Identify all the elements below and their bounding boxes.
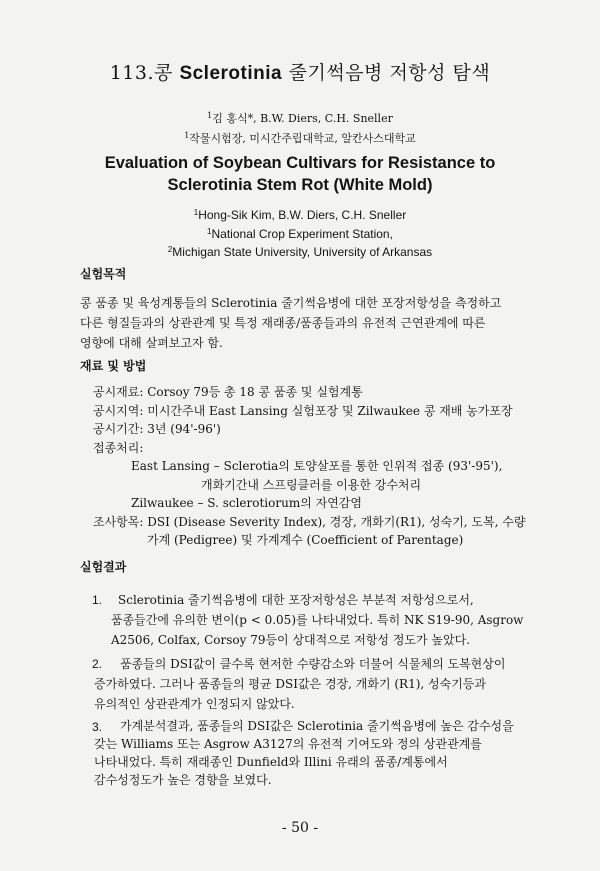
result-number: 3. bbox=[92, 720, 103, 734]
purpose-line: 영향에 대해 살펴보고자 함. bbox=[80, 336, 223, 350]
methods-line: East Lansing – Sclerotia의 토양살포를 통한 인위적 접종 (93'-95'), bbox=[131, 459, 503, 473]
purpose-line: 다른 형질들과의 상관관계 및 특정 재래종/품종들과의 유전적 근연관계에 따른 bbox=[80, 316, 486, 330]
result-line: 가계분석결과, 품종들의 DSI값은 Sclerotinia 줄기썩음병에 높은 감수성을 bbox=[120, 719, 514, 733]
result-line: 나타내었다. 특히 재래종인 Dunfield와 Illini 유래의 품종/계통에서 bbox=[94, 755, 448, 769]
result-item-1 bbox=[111, 590, 558, 650]
authors-english bbox=[0, 205, 600, 261]
result-item-3 bbox=[94, 717, 560, 789]
result-number: 1. bbox=[92, 593, 103, 607]
title-en-line2: Sclerotinia Stem Rot (White Mold) bbox=[167, 176, 433, 194]
purpose-line: 콩 품종 및 육성계통들의 Sclerotinia 줄기썩음병에 대한 포장저항성을 측정하고 bbox=[80, 296, 502, 310]
result-line: A2506, Colfax, Corsoy 79등이 상대적으로 저항성 정도가 높았다. bbox=[111, 633, 471, 647]
page-number: - 50 - bbox=[281, 820, 319, 836]
result-number: 2. bbox=[92, 657, 103, 671]
result-line: 품종들간에 유의한 변이(p < 0.05)를 나타내었다. 특히 NK S19-90, Asgrow bbox=[111, 613, 524, 627]
title-ko-post: 줄기썩음병 저항성 탐색 bbox=[282, 62, 491, 84]
methods-line: 가계 (Pedigree) 및 가계계수 (Coefficient of Parentage) bbox=[147, 533, 464, 547]
result-line: 증가하였다. 그러나 품종들의 평균 DSI값은 경장, 개화기 (R1), 성숙기등과 bbox=[94, 677, 486, 691]
title-number: 113. bbox=[109, 62, 155, 84]
methods-line: 접종처리: bbox=[93, 440, 144, 455]
result-item-2 bbox=[94, 654, 560, 714]
section-heading-results: 실험결과 bbox=[80, 560, 127, 574]
result-line: 감수성정도가 높은 경향을 보였다. bbox=[94, 773, 272, 787]
methods-line: 공시기간: 3년 (94'-96') bbox=[93, 422, 221, 436]
authors-ko-names: $^1$김 홍식*, B.W. Diers, C.H. Sneller bbox=[207, 111, 393, 125]
title-korean bbox=[0, 58, 600, 85]
authors-korean bbox=[0, 107, 600, 147]
result-line: 유의적인 상관관계가 인정되지 않았다. bbox=[94, 697, 295, 711]
methods-line: 공시지역: 미시간주내 East Lansing 실험포장 및 Zilwaukee 콩 재배 농가포장 bbox=[93, 403, 513, 418]
authors-en-affil-1: $^1$National Crop Experiment Station, bbox=[207, 226, 393, 241]
methods-paragraph bbox=[93, 383, 553, 550]
section-heading-purpose: 실험목적 bbox=[80, 267, 127, 281]
title-en-line1: Evaluation of Soybean Cultivars for Resistance to bbox=[104, 154, 496, 172]
methods-line: 공시재료: Corsoy 79등 총 18 콩 품종 및 실험계통 bbox=[93, 385, 363, 399]
authors-en-affil-2: $^2$Michigan State University, University of Arkansas bbox=[167, 245, 433, 259]
methods-line: 조사항목: DSI (Disease Severity Index), 경장, 개화기(R1), 성숙기, 도복, 수량 bbox=[93, 514, 526, 529]
authors-en-names: $^1$Hong-Sik Kim, B.W. Diers, C.H. Sneller bbox=[193, 208, 407, 222]
purpose-paragraph bbox=[80, 293, 540, 353]
authors-ko-affiliations: $^1$작물시험장, 미시간주립대학교, 알칸사스대학교 bbox=[184, 131, 416, 145]
result-line: 품종들의 DSI값이 클수록 현저한 수량감소와 더불어 식물체의 도복현상이 bbox=[120, 657, 506, 671]
section-heading-methods: 재료 및 방법 bbox=[80, 359, 147, 373]
methods-line: 개화기간내 스프링클러를 이용한 강수처리 bbox=[201, 477, 422, 492]
result-line: 갖는 Williams 또는 Asgrow A3127의 유전적 기여도와 정의 상관관계를 bbox=[94, 737, 482, 751]
title-latin: Sclerotinia bbox=[179, 63, 283, 84]
title-english bbox=[0, 152, 600, 196]
title-ko-pre: 콩 bbox=[154, 62, 180, 84]
methods-line: Zilwaukee – S. sclerotiorum의 자연감염 bbox=[131, 496, 362, 510]
result-line: Sclerotinia 줄기썩음병에 대한 포장저항성은 부분적 저항성으로서, bbox=[118, 593, 474, 607]
